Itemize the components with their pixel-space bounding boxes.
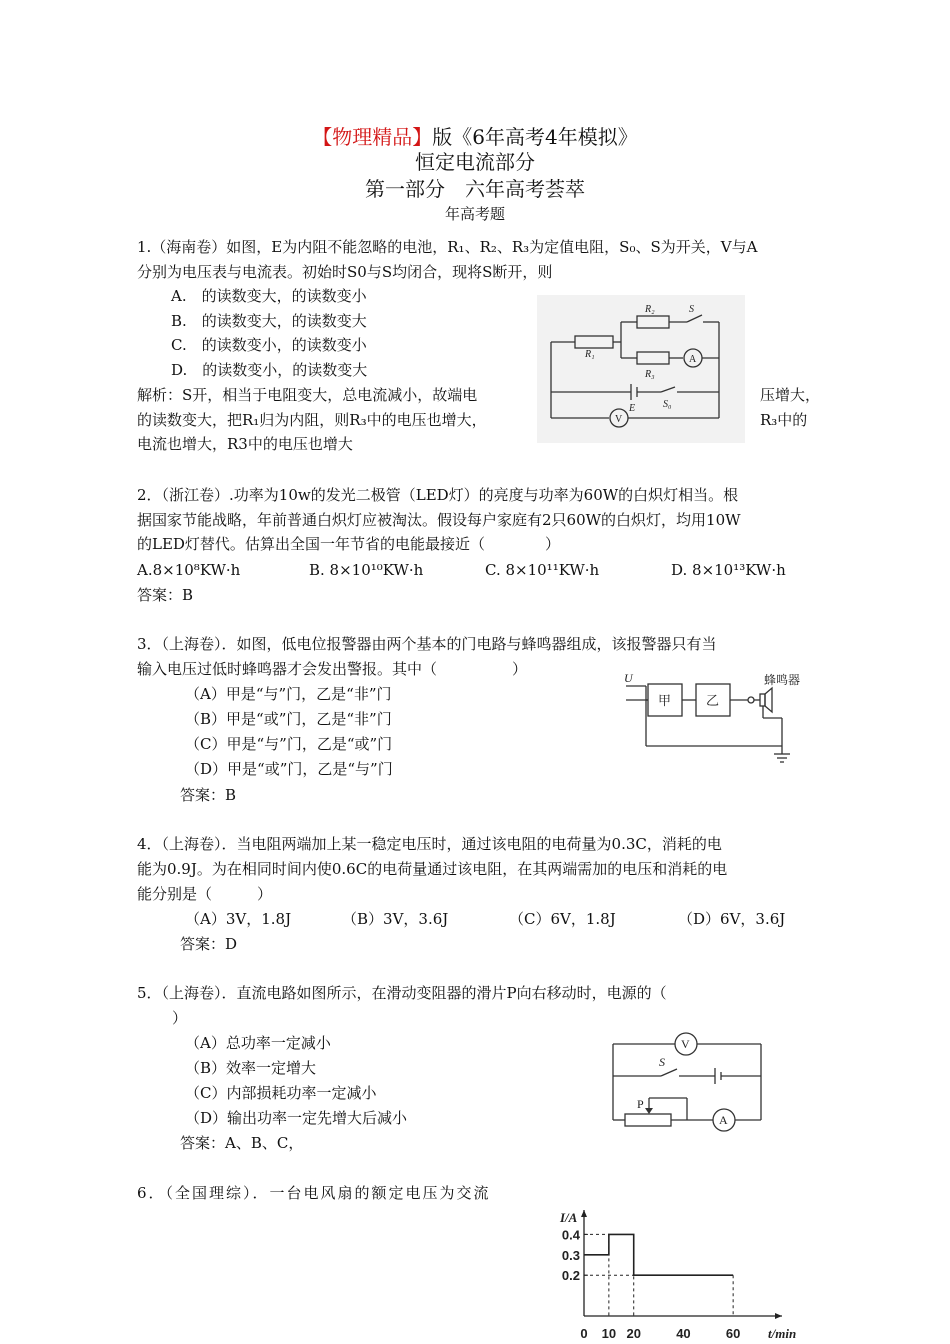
y-tick-label: 0.3: [561, 1247, 580, 1263]
x-axis-label: t/min: [768, 1326, 797, 1341]
svg-text:E: E: [629, 403, 636, 414]
svg-text:V: V: [615, 414, 623, 425]
y-axis-arrow: [581, 1210, 587, 1217]
q1-option-d: D. 的读数变小，的读数变大: [171, 361, 368, 379]
svg-text:S: S: [659, 1055, 665, 1069]
q5-option-d: （D）输出功率一定先增大后减小: [185, 1109, 408, 1127]
q1-line1: 1.（海南卷）如图，E为内阻不能忽略的电池，R₁、R₂、R₃为定值电阻，S₀、S为开关，V与A: [137, 238, 758, 256]
q2-line3: 的LED灯替代。估算出全国一年节省的电能最接近（ ）: [137, 535, 560, 553]
x-tick-label: 0: [580, 1326, 588, 1341]
svg-text:R₃: R₃: [645, 369, 655, 380]
svg-text:R₁: R₁: [585, 349, 595, 360]
buzzer: [760, 694, 765, 706]
svg-text:R₂: R₂: [645, 304, 655, 315]
q1-circuit-figure: [537, 295, 745, 443]
q1-option-c: C. 的读数变小，的读数变小: [171, 336, 367, 354]
q5-circuit-figure: [605, 1028, 775, 1136]
x-tick-label: 10: [601, 1326, 617, 1341]
q5-line2: ）: [172, 1009, 188, 1027]
q2-option-c: C. 8×10¹¹KW·h: [485, 561, 600, 579]
switch-s: [687, 315, 702, 322]
svg-text:S: S: [689, 304, 694, 315]
switch-s0: [661, 387, 675, 392]
title-rest: 版《6年高考4年模拟》: [432, 125, 638, 149]
r2-resistor: [637, 316, 669, 328]
q1-analysis-2b: R₃中的: [760, 411, 808, 429]
q2-option-b: B. 8×10¹⁰KW·h: [309, 561, 424, 579]
svg-text:A: A: [719, 1113, 728, 1127]
q3-gate-figure: [620, 668, 810, 764]
svg-text:P: P: [637, 1097, 644, 1111]
svg-text:V: V: [681, 1037, 690, 1051]
q5-option-b: （B）效率一定增大: [185, 1059, 317, 1077]
q4-option-b: （B）3V，3.6J: [342, 910, 449, 928]
subtitle-1: 恒定电流部分: [415, 150, 535, 174]
x-tick-label: 20: [626, 1326, 641, 1341]
title-red: 【物理精品】: [312, 125, 433, 149]
q6-current-time-chart: [548, 1200, 808, 1344]
r3-resistor: [637, 352, 669, 364]
q3-answer: 答案：B: [180, 786, 237, 804]
svg-text:A: A: [689, 354, 697, 365]
y-tick-label: 0.4: [561, 1227, 580, 1243]
x-tick-label: 40: [676, 1326, 691, 1341]
q1-analysis-1b: 压增大，: [760, 386, 821, 404]
q4-option-d: （D）6V，3.6J: [678, 910, 786, 928]
q2-answer: 答案：B: [137, 586, 194, 604]
q4-line3: 能分别是（ ）: [137, 885, 273, 903]
y-axis-label: I/A: [560, 1210, 578, 1225]
q3-line2: 输入电压过低时蜂鸣器才会发出警报。其中（ ）: [137, 660, 528, 678]
q1-option-b: B. 的读数变大，的读数变大: [171, 312, 367, 330]
x-axis-arrow: [775, 1313, 782, 1319]
svg-text:S₀: S₀: [663, 399, 672, 410]
svg-text:甲: 甲: [658, 693, 672, 708]
q3-option-b: （B）甲是“或”门，乙是“非”门: [185, 710, 392, 728]
q6-line1: 6．（全国理综）．一台电风扇的额定电压为交流: [137, 1184, 491, 1202]
q1-option-a: A. 的读数变大，的读数变小: [171, 287, 367, 305]
y-tick-label: 0.2: [561, 1268, 580, 1284]
svg-text:蜂鸣器: 蜂鸣器: [764, 673, 801, 687]
q3-option-d: （D）甲是“或”门，乙是“与”门: [185, 760, 393, 778]
series-line: [584, 1234, 733, 1275]
q2-line2: 据国家节能战略，年前普通白炽灯应被淘汰。假设每户家庭有2只60W的白炽灯，均用10W: [137, 511, 741, 529]
subtitle-2: 第一部分 六年高考荟萃: [365, 177, 585, 201]
r1-resistor: [575, 336, 613, 348]
q3-option-a: （A）甲是“与”门，乙是“非”门: [185, 685, 392, 703]
q3-option-c: （C）甲是“与”门，乙是“或”门: [185, 735, 393, 753]
q5-answer: 答案：A、B、C，: [180, 1134, 304, 1152]
section-heading: 年高考题: [444, 205, 505, 223]
rheostat: [625, 1114, 671, 1126]
q4-line2: 能为0.9J。为在相同时间内使0.6C的电荷量通过该电阻，在其两端需加的电压和消耗的电: [137, 860, 728, 878]
q4-option-a: （A）3V，1.8J: [185, 910, 292, 928]
x-tick-label: 60: [725, 1326, 741, 1341]
q1-analysis-1a: 解析：S开，相当于电阻变大，总电流减小，故端电: [137, 386, 478, 404]
q1-analysis-3: 电流也增大，R3中的电压也增大: [137, 435, 353, 453]
q2-option-a: A.8×10⁸KW·h: [137, 561, 241, 579]
q5-option-c: （C）内部损耗功率一定减小: [185, 1084, 377, 1102]
svg-text:U: U: [624, 671, 633, 685]
q2-option-d: D. 8×10¹³KW·h: [671, 561, 786, 579]
q1-line2: 分别为电压表与电流表。初始时S0与S均闭合，现将S断开，则: [137, 263, 553, 281]
q2-line1: 2．（浙江卷）.功率为10w的发光二极管（LED灯）的亮度与功率为60W的白炽灯相当。根: [137, 486, 739, 504]
q1-analysis-2a: 的读数变大，把R₁归为内阻，则R₃中的电压也增大，: [137, 411, 487, 429]
q5-line1: 5．（上海卷）．直流电路如图所示，在滑动变阻器的滑片P向右移动时，电源的（: [137, 984, 667, 1002]
q3-line1: 3．（上海卷）．如图，低电位报警器由两个基本的门电路与蜂鸣器组成，该报警器只有当: [137, 635, 717, 653]
q5-option-a: （A）总功率一定减小: [185, 1034, 331, 1052]
q4-line1: 4．（上海卷）．当电阻两端加上某一稳定电压时，通过该电阻的电荷量为0.3C，消耗的电: [137, 835, 722, 853]
svg-text:乙: 乙: [706, 693, 720, 708]
q4-option-c: （C）6V，1.8J: [509, 910, 616, 928]
q4-answer: 答案：D: [180, 935, 238, 953]
switch-s: [661, 1069, 677, 1076]
